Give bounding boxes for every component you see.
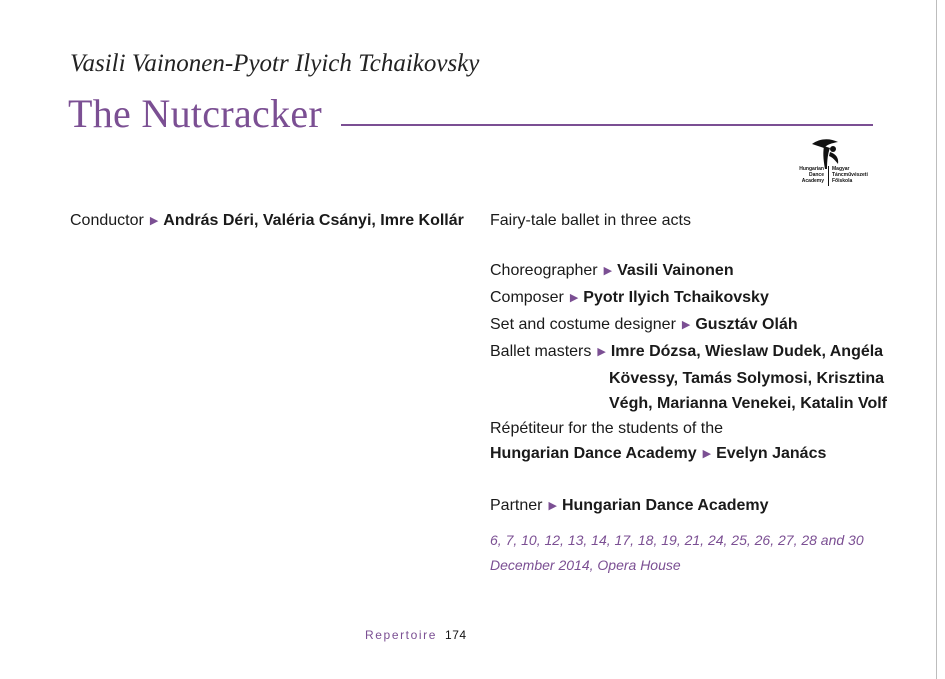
page-number: 174 <box>445 628 467 642</box>
repetiteur-line <box>490 441 890 468</box>
repetiteur-label: Répétiteur for the students of the <box>490 420 724 437</box>
dates-line: 6, 7, 10, 12, 13, 14, 17, 18, 19, 21, 24, 25, 26, 27, 28 and 30 <box>490 532 864 548</box>
set-designer-value: Gusztáv Oláh <box>695 316 798 333</box>
choreographer-label: Choreographer <box>490 262 598 279</box>
composer-value: Pyotr Ilyich Tchaikovsky <box>583 289 769 306</box>
triangle-right-icon: ▶ <box>681 319 691 331</box>
dancer-logo-icon <box>808 136 844 170</box>
triangle-right-icon: ▶ <box>569 292 579 304</box>
ballet-masters-label: Ballet masters <box>490 343 592 360</box>
page-subtitle: Vasili Vainonen-Pyotr Ilyich Tchaikovsky <box>70 50 480 77</box>
partner-value: Hungarian Dance Academy <box>561 497 769 514</box>
choreographer-line <box>490 258 890 285</box>
conductor-label: Conductor <box>70 212 144 229</box>
hungarian-dance-academy-logo <box>786 136 878 188</box>
triangle-right-icon: ▶ <box>597 346 606 358</box>
triangle-right-icon: ▶ <box>603 265 613 277</box>
choreographer-value: Vasili Vainonen <box>617 262 734 279</box>
credits-left <box>70 208 464 235</box>
ballet-masters-value: Imre Dózsa, Wieslaw Dudek, Angéla <box>610 343 884 360</box>
venue-line: December 2014, Opera House <box>490 557 681 573</box>
conductor-line <box>70 208 464 235</box>
ballet-masters-continued: Végh, Marianna Venekei, Katalin Volf <box>609 395 888 412</box>
triangle-right-icon: ▶ <box>702 448 712 460</box>
partner-label: Partner <box>490 497 543 514</box>
credits-right <box>490 208 890 578</box>
performance-dates <box>490 528 890 578</box>
logo-text-hungarian: Magyar Táncművészeti Főiskola <box>832 166 868 184</box>
genre-line: Fairy-tale ballet in three acts <box>490 212 691 229</box>
page-footer <box>365 628 467 642</box>
title-divider <box>341 124 873 126</box>
repetiteur-academy: Hungarian Dance Academy <box>490 445 697 462</box>
triangle-right-icon: ▶ <box>149 215 159 227</box>
composer-label: Composer <box>490 289 564 306</box>
page-edge-rule <box>936 0 937 679</box>
logo-divider <box>828 166 829 186</box>
ballet-masters-continued: Kövessy, Tamás Solymosi, Krisztina <box>609 370 885 387</box>
footer-section: Repertoire <box>365 628 438 642</box>
logo-text-english: Hungarian Dance Academy <box>799 166 824 184</box>
ballet-masters-line <box>490 339 890 366</box>
set-designer-label: Set and costume designer <box>490 316 676 333</box>
repetiteur-value: Evelyn Janács <box>716 445 827 462</box>
partner-line <box>490 493 890 520</box>
page-title: The Nutcracker <box>68 91 323 136</box>
conductor-value: András Déri, Valéria Csányi, Imre Kollár <box>163 212 464 229</box>
composer-line <box>490 285 890 312</box>
triangle-right-icon: ▶ <box>548 500 557 512</box>
set-designer-line <box>490 312 890 339</box>
